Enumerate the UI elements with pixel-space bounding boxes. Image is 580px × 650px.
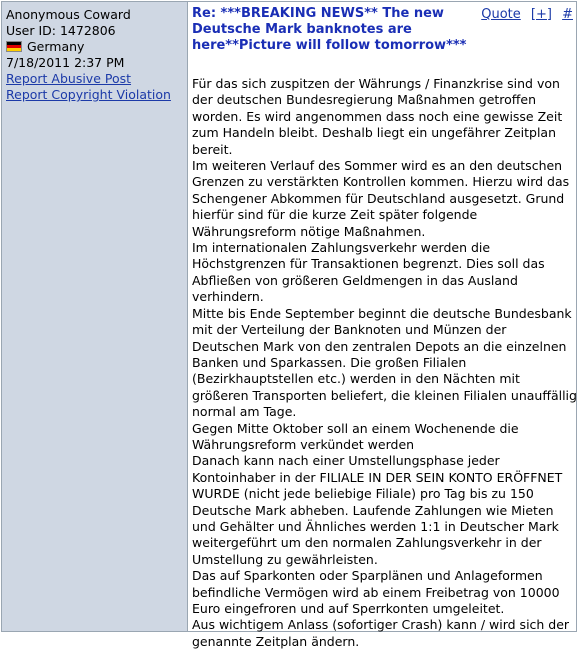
- author-sidebar: [2, 2, 188, 631]
- body-paragraph: Danach kann nach einer Umstellungsphase jeder Kontoinhaber in der FILIALE IN DER SEIN KONTO ERÖFFNET WURDE (nicht jede beliebige Filiale) pro Tag bis zu 150 Deutsche Mark abheben. Laufende Zahlungen wie Mieten und Gehälter und Ähnliches werden 1:1 in Deutscher Mark weitergeführt um den normalen Zahlungsverkehr in der Umstellung zu gewährleisten.: [192, 453, 563, 567]
- author-country: [6, 39, 187, 55]
- permalink-link[interactable]: #: [562, 7, 573, 22]
- germany-flag-icon: [6, 41, 22, 52]
- post-tools: [481, 7, 573, 23]
- body-paragraph: Das auf Sparkonten oder Sparplänen und Anlageformen befindliche Vermögen wird ab einem Freibetrag von 10000 Euro eingefroren und auf Sperrkonten umgeleitet.: [192, 568, 560, 616]
- post-content: [188, 2, 577, 649]
- expand-link[interactable]: [+]: [530, 7, 552, 22]
- quote-link[interactable]: Quote: [481, 7, 521, 22]
- report-copyright-link[interactable]: Report Copyright Violation: [6, 87, 171, 102]
- body-paragraph: Im internationalen Zahlungsverkehr werden die Höchstgrenzen für Transaktionen begrenzt. Dies soll das Abfließen von größeren Geldmengen in das Ausland verhindern.: [192, 240, 545, 305]
- post-title: Re: ***BREAKING NEWS** The new Deutsche Mark banknotes are here**Picture will follow tomorrow***: [192, 6, 467, 53]
- body-paragraph: Für das sich zuspitzen der Währungs / Finanzkrise sind von der deutschen Bundesregierung Maßnahmen getroffen worden. Es wird angenommen dass noch eine gewisse Zeit zum Handeln bleibt. Deshalb liegt ein ungefährer Zeitplan bereit.: [192, 76, 563, 157]
- report-abusive-link[interactable]: Report Abusive Post: [6, 71, 132, 86]
- author-name: Anonymous Coward: [6, 7, 131, 22]
- post-date: 7/18/2011 2:37 PM: [6, 55, 125, 70]
- country-label: Germany: [27, 39, 85, 54]
- user-id: User ID: 1472806: [6, 23, 116, 38]
- body-paragraph: Im weiteren Verlauf des Sommer wird es an den deutschen Grenzen zu verstärkten Kontrollen kommen. Hierzu wird das Schengener Abkommen für Deutschland ausgesetzt. Grund hierfür sind für die kurze Zeit später folgende Währungsreform nötige Maßnahmen.: [192, 158, 570, 239]
- post-body: [192, 76, 577, 650]
- body-paragraph: Gegen Mitte Oktober soll an einem Wochenende die Währungsreform verkündet werden: [192, 420, 519, 452]
- forum-post: [1, 1, 577, 649]
- body-paragraph: Mitte bis Ende September beginnt die deutsche Bundesbank mit der Verteilung der Banknoten und Münzen der Deutschen Mark von den zentralen Depots an die einzelnen Banken und Sparkassen. Die großen Filialen (Bezirkhauptstellen etc.) werden in den Nächten mit größeren Transporten beliefert, die kleinen Filialen unauffällig normal am Tage.: [192, 305, 577, 420]
- body-paragraph: Aus wichtigem Anlass (sofortiger Crash) kann / wird sich der genannte Zeitplan ändern.: [192, 617, 570, 649]
